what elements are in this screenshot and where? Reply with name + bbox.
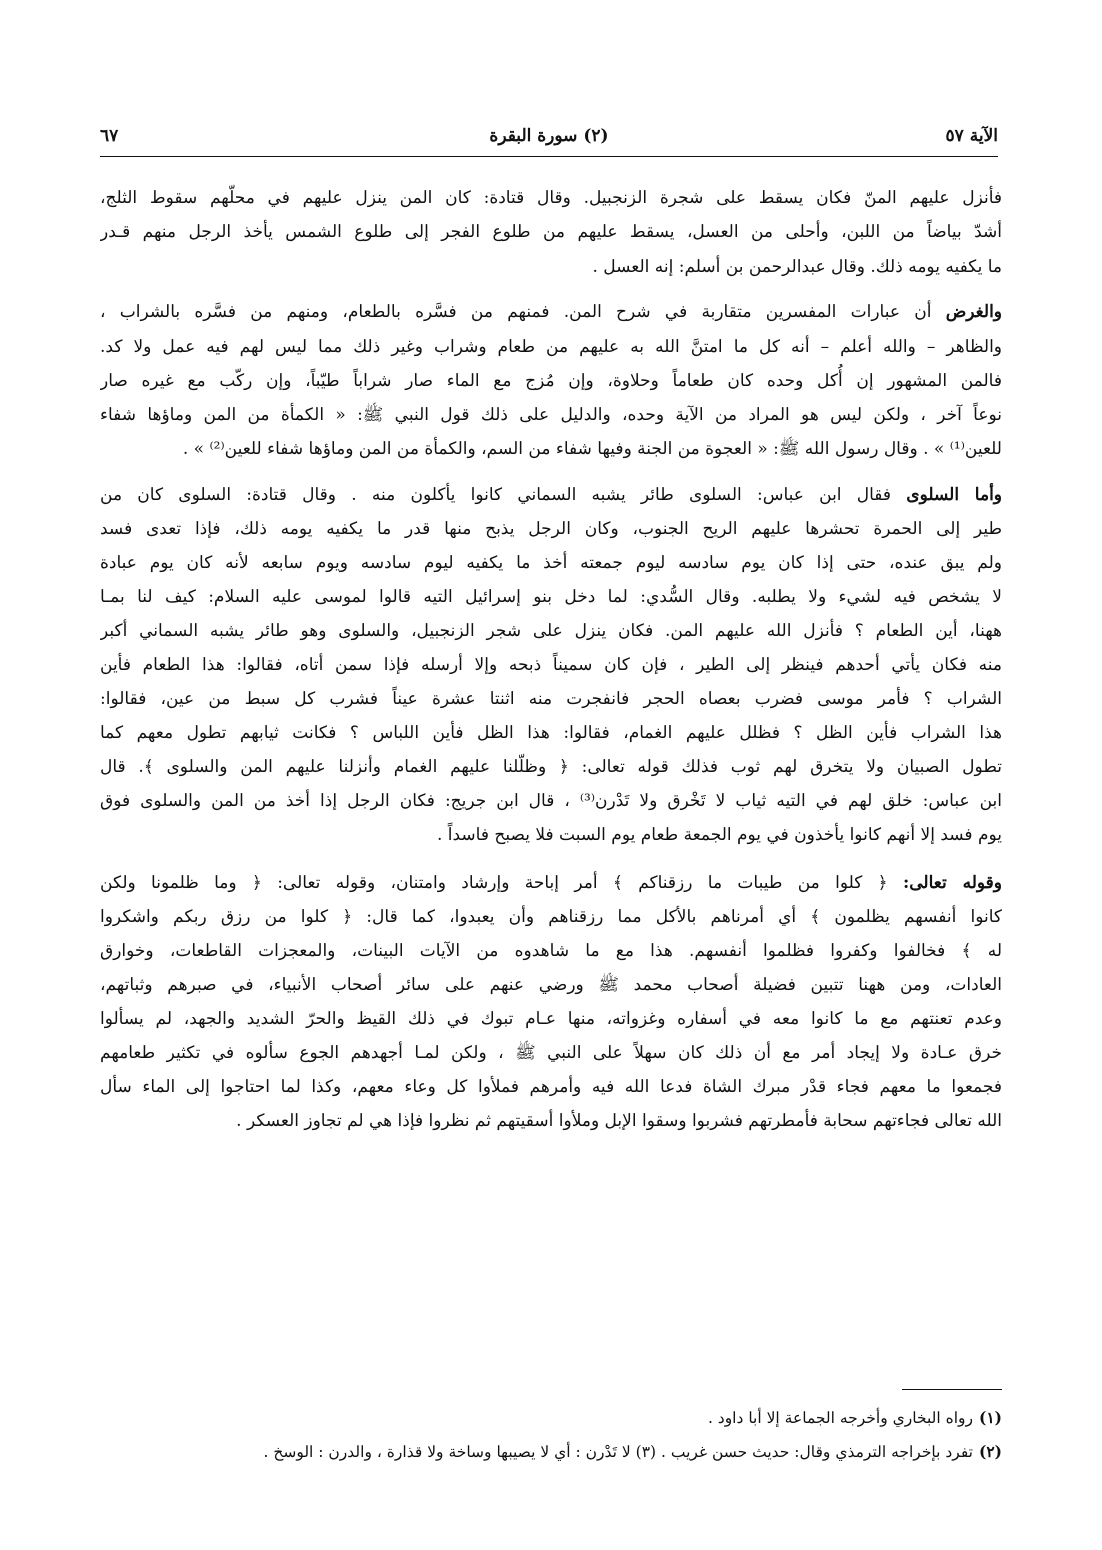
footnote <box>100 1404 1002 1432</box>
text-line: له ﴾ فخالفوا وكفروا فظلموا أنفسهم. هذا مع ما شاهدوه من الآيات البينات، والمعجزات القاطعات، وخوارق <box>100 941 1002 961</box>
text-line: ما يكفيه يومه ذلك. وقال عبدالرحمن بن أسلم: إنه العسل . <box>592 257 1002 277</box>
text-line: ههنا، أين الطعام ؟ فأنزل الله عليهم المن. فكان ينزل على شجر الزنجبيل، والسلوى وهو طائر يشبه السماني أكبر <box>100 621 1002 641</box>
text-line: الله تعالى فجاءتهم سحابة فأمطرتهم فشربوا وسقوا الإبل وملأوا أسقيتهم ثم نظروا فإذا هي لم تجاوز العسكر . <box>236 1111 1002 1131</box>
text-line: يوم فسد إلا أنهم كانوا يأخذون في يوم الجمعة طعام يوم السبت فلا يصبح فاسداً . <box>436 825 1002 845</box>
surah-title: (٢) سورة البقرة <box>489 126 609 146</box>
text-line: والظاهر – والله أعلم – أنه كل ما امتنَّ الله به عليهم من طعام وشراب وغير ذلك مما ليس لهم فيه عمل ولا كد. <box>100 337 1002 357</box>
text-line: للعين⁽¹⁾ » . وقال رسول الله ﷺ: « العجوة من الجنة وفيها شفاء من السم، والكمأة من المن وماؤها شفاء للعين⁽²⁾ » . <box>182 439 1002 459</box>
text-line: ولم يبق عنده، حتى إذا كان يوم سادسه ليوم جمعته أخذ ما يكفيه ليوم سادسه ويوم سابعه لأنه كان يوم عبادة <box>100 553 1002 573</box>
text-line: تطول الصبيان ولا يتخرق لهم ثوب فذلك قوله تعالى: ﴿ وظلّلنا عليهم الغمام وأنزلنا عليهم المن والسلوى ﴾. قال <box>100 757 1002 777</box>
footnote <box>100 1438 1002 1466</box>
page-number: ٦٧ <box>100 126 119 146</box>
text-line: منه فكان يأتي أحدهم فينظر إلى الطير ، فإن كان سميناً ذبحه وإلا أرسله فإذا سمن أتاه، فقالوا: هذا الطعام فأين <box>100 655 1002 675</box>
footnote-text: تفرد بإخراجه الترمذي وقال: حديث حسن غريب . (٣) لا تَدْرن : أي لا يصيبها وساخة ولا قذارة ، والدرن : الوسخ . <box>263 1443 973 1461</box>
text-line: طير إلى الحمرة تحشرها عليهم الريح الجنوب، وكان الرجل يذبح منها قدر ما يكفيه يومه ذلك، فإذا تعدى فسد <box>100 519 1002 539</box>
text-line: وعدم تعنتهم مع ما كانوا معه في أسفاره وغزواته، منها عـام تبوك في ذلك القيظ والحرّ الشديد والجهد، لم يسألوا <box>100 1009 1002 1029</box>
text-line: فالمن المشهور إن أُكل وحده كان طعاماً وحلاوة، وإن مُزج مع الماء صار شراباً طيّباً، وإن ركّب مع غيره صار <box>100 371 1002 391</box>
running-head <box>100 126 998 156</box>
text-line: هذا الشراب فأين الظل ؟ فظلل عليهم الغمام، فقالوا: هذا الظل فأين اللباس ؟ فكانت ثيابهم تطول معهم كما <box>100 723 1002 743</box>
paragraph-lead: والغرض <box>945 302 1002 322</box>
footnote-text: رواه البخاري وأخرجه الجماعة إلا أبا داود . <box>707 1409 973 1427</box>
footnote-number: (٢) <box>978 1442 1002 1461</box>
text-line: ابن عباس: خلق لهم في التيه ثياب لا تَخْرق ولا تَدْرن⁽³⁾ ، قال ابن جريج: فكان الرجل إذا أخذ من المن والسلوى فوق <box>100 791 1002 811</box>
text-line: فجمعوا ما معهم فجاء قدْر مبرك الشاة فدعا الله فيه وأمرهم فملأوا كل وعاء معهم، وكذا لما احتاجوا إلى الماء سأل <box>100 1077 1002 1097</box>
text-line: والغرض أن عبارات المفسرين متقاربة في شرح المن. فمنهم من فسَّره بالطعام، ومنهم من فسَّره بالشراب ، <box>100 302 1002 322</box>
paragraph-lead: وأما السلوى <box>906 485 1002 505</box>
text-line: كانوا أنفسهم يظلمون ﴾ أي أمرناهم بالأكل مما رزقناهم وأن يعبدوا، كما قال: ﴿ كلوا من رزق ربكم واشكروا <box>100 907 1002 927</box>
footnote-number: (١) <box>978 1408 1002 1427</box>
footnote-divider <box>902 1389 1002 1390</box>
text-line: أشدّ بياضاً من اللبن، وأحلى من العسل، يسقط عليهم من طلوع الفجر إلى طلوع الشمس يأخذ الرجل منهم قـدر <box>100 222 1002 242</box>
text-line: خرق عـادة ولا إيجاد أمر مع أن ذلك كان سهلاً على النبي ﷺ ، ولكن لمـا أجهدهم الجوع سألوه في تكثير طعامهم <box>100 1043 1002 1063</box>
text-line: فأنزل عليهم المنّ فكان يسقط على شجرة الزنجبيل. وقال قتادة: كان المن ينزل عليهم في محلّهم سقوط الثلج، <box>100 188 1002 208</box>
text-line: العادات، ومن ههنا تتبين فضيلة أصحاب محمد ﷺ ورضي عنهم على سائر أصحاب الأنبياء، في صبرهم وثباتهم، <box>100 975 1002 995</box>
paragraph-lead: وقوله تعالى: <box>902 873 1002 893</box>
text-line: وقوله تعالى: ﴿ كلوا من طيبات ما رزقناكم ﴾ أمر إباحة وإرشاد وامتنان، وقوله تعالى: ﴿ وما ظلمونا ولكن <box>100 873 1002 893</box>
text-line: لا يشخص فيه لشيء ولا يطلبه. وقال السُّدي: لما دخل بنو إسرائيل التيه قالوا لموسى عليه السلام: كيف لنا بمـا <box>100 587 1002 607</box>
verse-label: الآية ٥٧ <box>945 126 998 146</box>
header-divider <box>100 156 998 157</box>
text-line: وأما السلوى فقال ابن عباس: السلوى طائر يشبه السماني كانوا يأكلون منه . وقال قتادة: السلوى كان من <box>100 485 1002 505</box>
text-line: نوعاً آخر ، ولكن ليس هو المراد من الآية وحده، والدليل على ذلك قول النبي ﷺ: « الكمأة من المن وماؤها شفاء <box>100 405 1002 425</box>
text-line: الشراب ؟ فأمر موسى فضرب بعصاه الحجر فانفجرت منه اثنتا عشرة عيناً فشرب كل سبط من عين، فقالوا: <box>100 689 1002 709</box>
